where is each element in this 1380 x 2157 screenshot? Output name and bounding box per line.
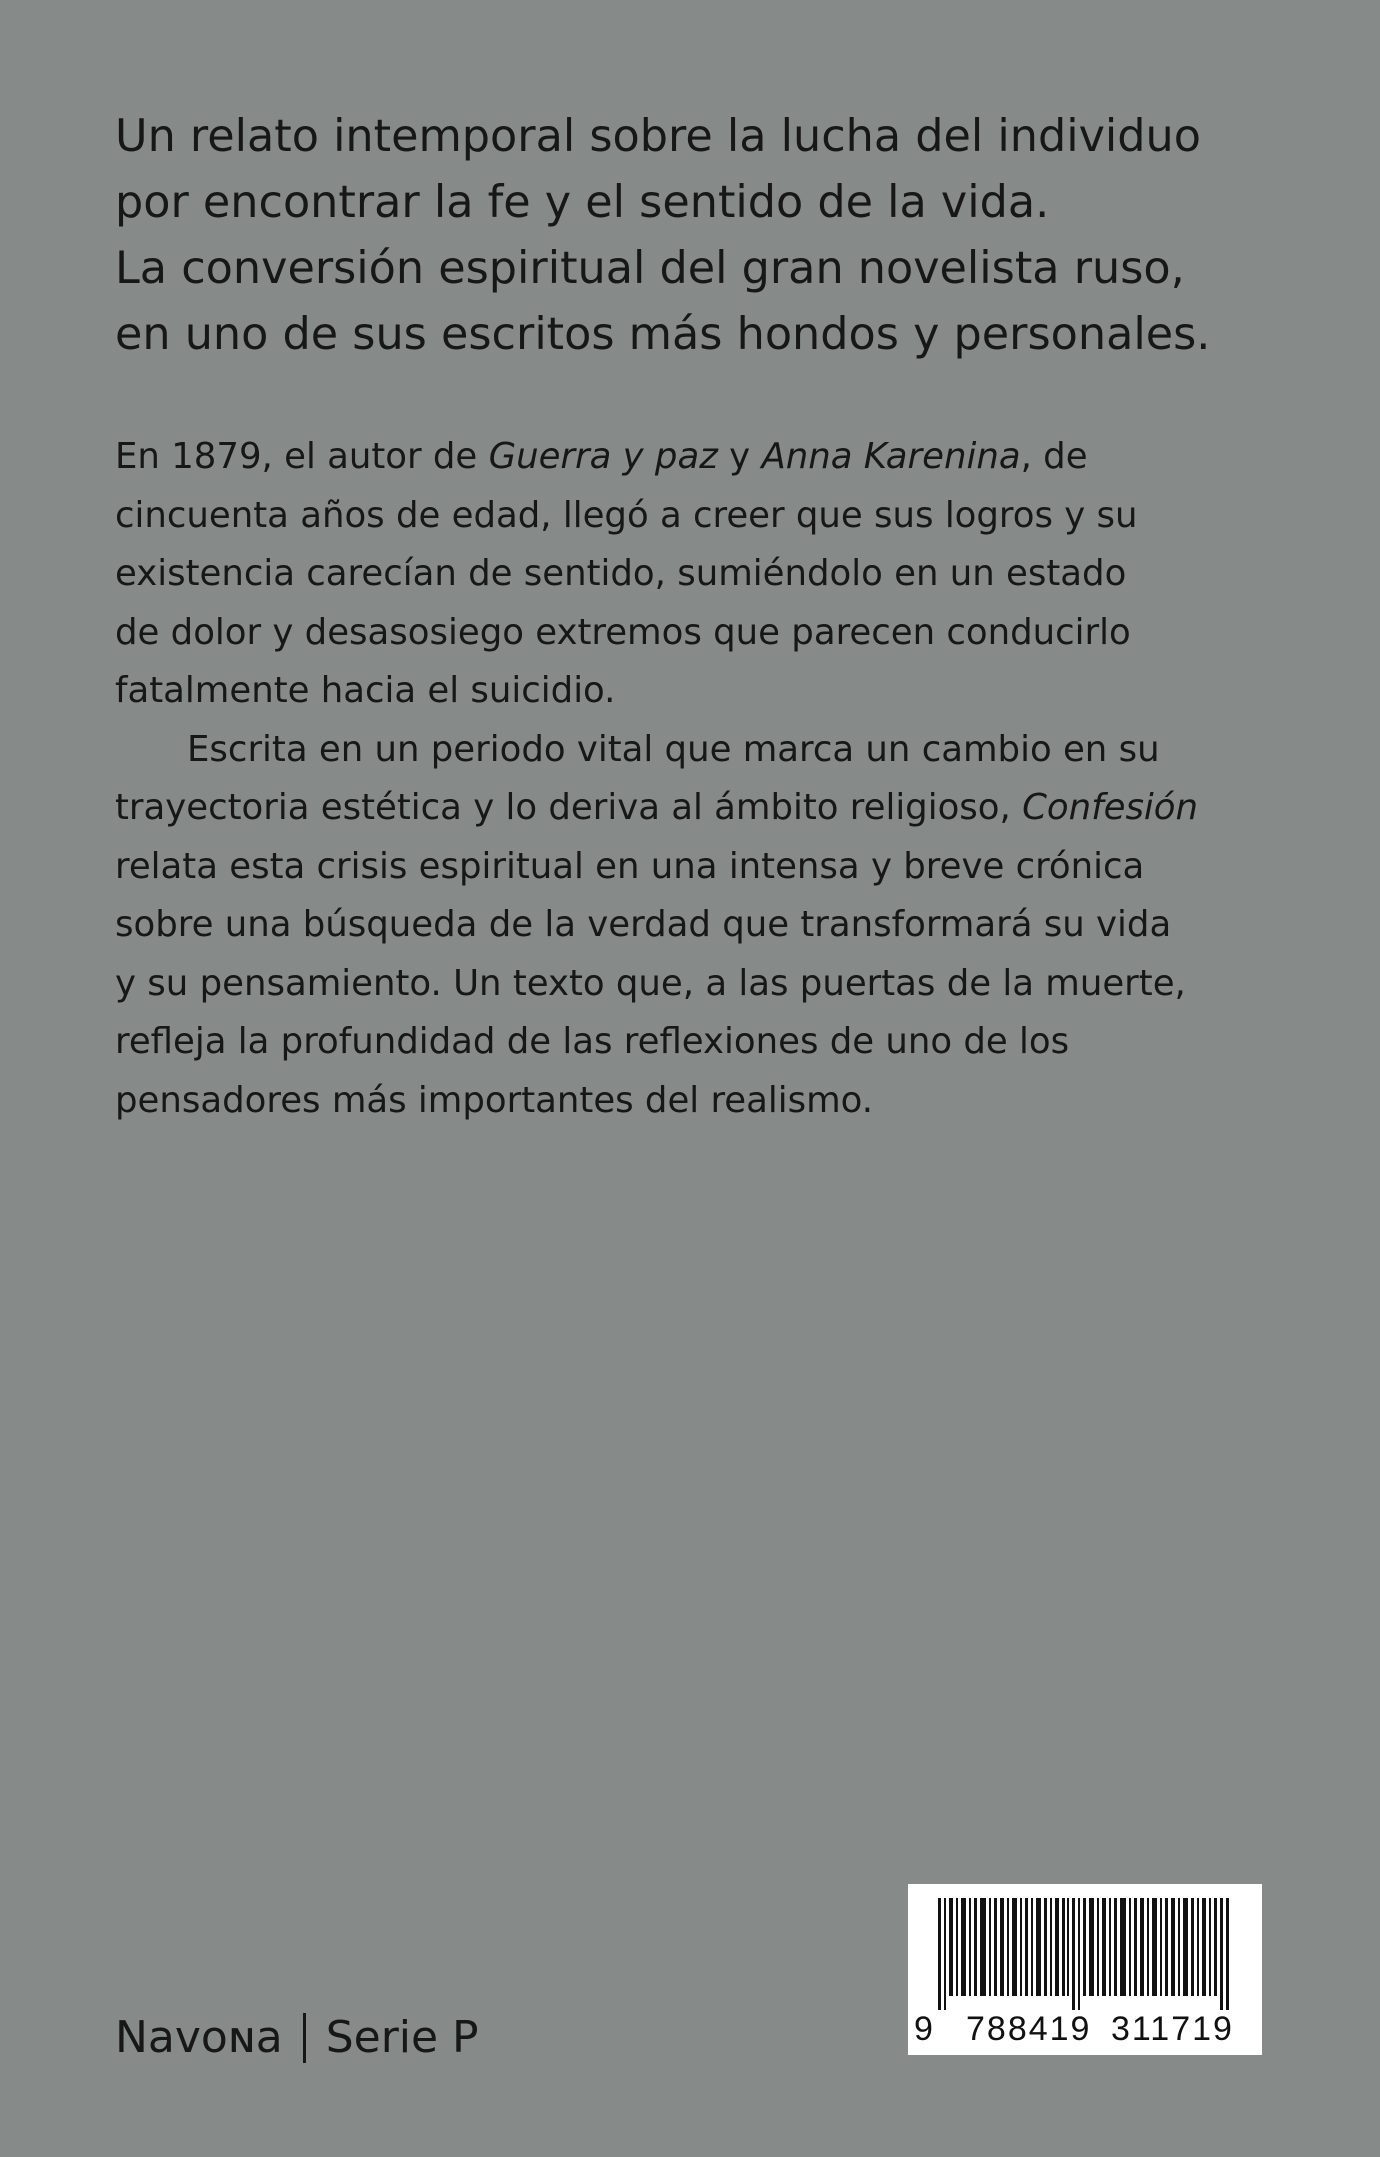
imprint-divider [303, 2013, 306, 2063]
barcode-bar [1050, 1898, 1052, 1996]
lead-blurb [115, 104, 1210, 368]
barcode-bar [1129, 1898, 1131, 1996]
barcode-bar [969, 1898, 971, 1996]
barcode-bar [1031, 1898, 1033, 1996]
barcode-bar [1171, 1898, 1175, 1996]
synopsis-line: relata esta crisis espiritual en una intensa y breve crónica [115, 845, 1145, 887]
barcode-bar [1067, 1898, 1069, 1996]
synopsis-line: refleja la profundidad de las reflexiones de uno de los [115, 1021, 1070, 1062]
lead-line: Un relato intemporal sobre la lucha del individuo [115, 111, 1201, 162]
barcode-bar [1072, 1898, 1075, 2010]
barcode-bar [1055, 1898, 1059, 1996]
series-name: Serie P [325, 2012, 479, 2063]
barcode-bar [1062, 1898, 1065, 1996]
isbn-left-digits: 788419 [966, 2010, 1092, 2048]
barcode-bar [1197, 1898, 1199, 1996]
barcode-bar [1044, 1898, 1047, 1996]
barcode-bar [944, 1898, 946, 2010]
barcode-bar [1114, 1898, 1117, 1996]
barcode-bar [956, 1898, 958, 1996]
barcode-bar [1036, 1898, 1041, 1996]
book-title-confesion: Confesión [1022, 787, 1199, 828]
barcode-bar [1209, 1898, 1211, 1996]
barcode-bar [1007, 1898, 1009, 1996]
synopsis-line: pensadores más importantes del realismo. [115, 1079, 874, 1121]
barcode-bar [1000, 1898, 1004, 1996]
barcode-bar [1102, 1898, 1106, 1996]
barcode-bar [989, 1898, 991, 1996]
barcode-bar [1152, 1898, 1157, 1996]
barcode-bar [1109, 1898, 1111, 1996]
book-title-anna-karenina: Anna Karenina [761, 436, 1021, 477]
barcode-bar [994, 1898, 997, 1996]
barcode-bar [1120, 1898, 1126, 1996]
barcode-bar [1012, 1898, 1017, 1996]
barcode-bar [938, 1898, 941, 2010]
lead-line: en uno de sus escritos más hondos y personales. [115, 309, 1211, 360]
barcode-bar [1191, 1898, 1194, 1996]
barcode-bar [1220, 1898, 1223, 2010]
barcode-bar [1083, 1898, 1086, 1996]
synopsis-line: En 1879, el autor de Guerra y paz y Anna Karenina, de [115, 436, 1088, 477]
barcode-bar [1140, 1898, 1144, 1996]
isbn-first-digit: 9 [914, 2010, 933, 2048]
synopsis-line: de dolor y desasosiego extremos que parecen conducirlo [115, 611, 1131, 653]
book-title-guerra-y-paz: Guerra y paz [488, 436, 718, 477]
barcode-bar [980, 1898, 986, 1996]
barcode-bar [1178, 1898, 1180, 1996]
barcode-bar [1214, 1898, 1217, 1996]
barcode-bar [974, 1898, 977, 1996]
synopsis-line: trayectoria estética y lo deriva al ámbito religioso, Confesión [115, 787, 1199, 828]
synopsis-line: sobre una búsqueda de la verdad que transformará su vida [115, 904, 1172, 945]
barcode-bar [949, 1898, 953, 1996]
barcode-bar [1020, 1898, 1022, 1996]
barcode-bar [1089, 1898, 1094, 1996]
barcode-bar [1202, 1898, 1206, 1996]
synopsis-line: y su pensamiento. Un texto que, a las puertas de la muerte, [115, 962, 1186, 1004]
barcode-bar [961, 1898, 966, 1996]
synopsis-line: cincuenta años de edad, llegó a creer que sus logros y su [115, 494, 1138, 536]
barcode-bar [1078, 1898, 1080, 2010]
synopsis-line: fatalmente hacia el suicidio. [115, 670, 616, 711]
synopsis-line: Escrita en un periodo vital que marca un cambio en su [187, 728, 1160, 770]
publisher-logo: Navoɴa [115, 2012, 283, 2063]
barcode-bar [1134, 1898, 1137, 1996]
isbn-right-digits: 311719 [1111, 2010, 1234, 2048]
lead-line: La conversión espiritual del gran novelista ruso, [115, 243, 1185, 294]
barcode-bar [1165, 1898, 1168, 1996]
barcode-bar [1160, 1898, 1162, 1996]
barcode-bar [1025, 1898, 1028, 1996]
barcode-bar [1147, 1898, 1149, 1996]
synopsis [115, 428, 1198, 1130]
lead-line: por encontrar la fe y el sentido de la vida. [115, 177, 1050, 228]
isbn-barcode [908, 1884, 1262, 2055]
synopsis-line: existencia carecían de sentido, sumiéndolo en un estado [115, 553, 1127, 594]
barcode-bar [1226, 1898, 1229, 2010]
barcode-bar [1183, 1898, 1188, 1996]
barcode-bars [938, 1898, 1232, 2010]
publisher-imprint [115, 2008, 479, 2068]
barcode-bar [1097, 1898, 1099, 1996]
